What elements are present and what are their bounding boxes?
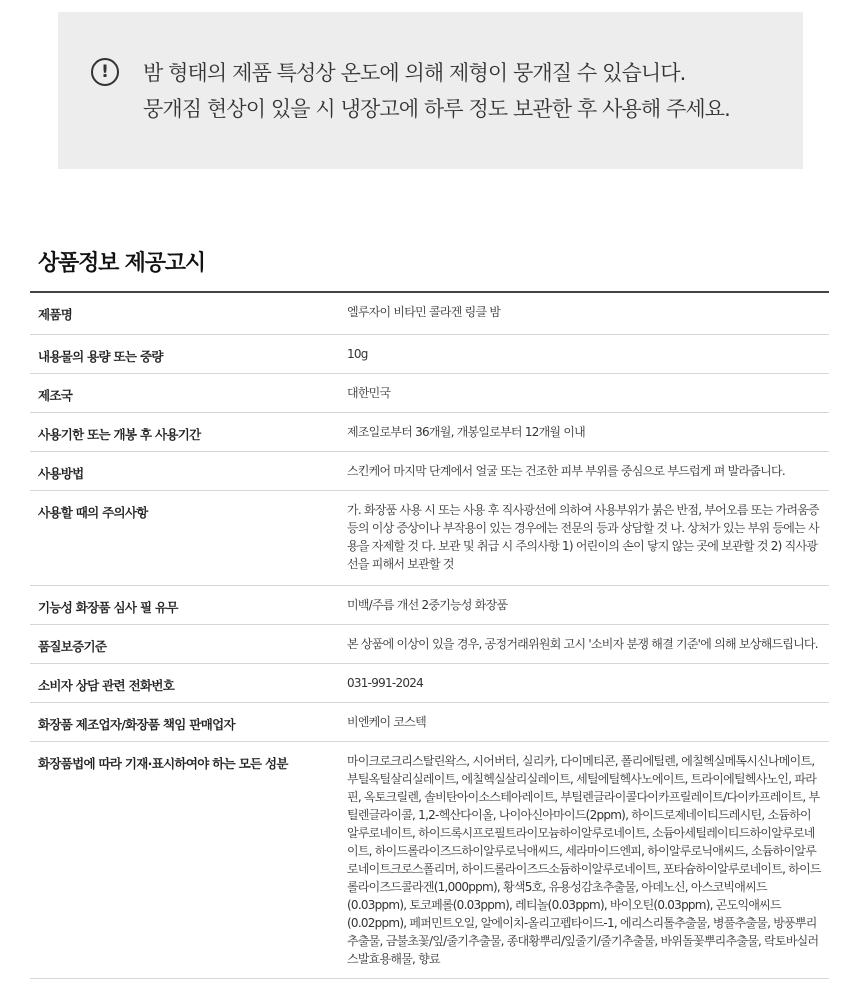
- row-value: 대한민국: [347, 373, 829, 412]
- table-row: [30, 373, 829, 412]
- table-row: [30, 702, 829, 741]
- table-row: [30, 334, 829, 373]
- row-label: 사용방법: [30, 451, 347, 490]
- row-label: 사용할 때의 주의사항: [30, 490, 347, 585]
- row-label: 내용물의 용량 또는 중량: [30, 334, 347, 373]
- notice-line-1: 밤 형태의 제품 특성상 온도에 의해 제형이 뭉개질 수 있습니다.: [143, 61, 686, 85]
- table-row: [30, 624, 829, 663]
- row-value: 031-991-2024: [347, 663, 829, 702]
- table-row: [30, 292, 829, 334]
- table-row: [30, 490, 829, 585]
- table-row: [30, 741, 829, 978]
- table-row: [30, 451, 829, 490]
- row-value: 본 상품에 이상이 있을 경우, 공정거래위원회 고시 '소비자 분쟁 해결 기준'에 의해 보상해드립니다.: [347, 624, 829, 663]
- section-title: 상품정보 제공고시: [38, 251, 205, 276]
- row-label: 화장품 제조업자/화장품 책임 판매업자: [30, 702, 347, 741]
- row-value: 비엔케이 코스텍: [347, 702, 829, 741]
- row-label: 사용기한 또는 개봉 후 사용기간: [30, 412, 347, 451]
- row-value: 스킨케어 마지막 단계에서 얼굴 또는 건조한 피부 부위를 중심으로 부드럽게 펴 발라줍니다.: [347, 451, 829, 490]
- row-label: 기능성 화장품 심사 필 유무: [30, 585, 347, 624]
- row-label: 화장품법에 따라 기재·표시하여야 하는 모든 성분: [30, 741, 347, 978]
- row-value: 미백/주름 개선 2중기능성 화장품: [347, 585, 829, 624]
- row-value: 마이크로크리스탈린왁스, 시어버터, 실리카, 다이메티콘, 폴리에틸렌, 에칠헥실메톡시신나메이트, 부틸옥틸살리실레이트, 에칠헥실살리실레이트, 세틸에틸헥사노에이트, 트라이에틸헥사노인, 파라핀, 옥토크릴렌, 솔비탄아이소스테아레이트, 부틸렌글라이콜다이카프릴레이트/다이카프레이트, 부틸렌글라이콜, 1,2-헥산다이올, 나이아신아마이드(2ppm), 하이드로제네이티드레시틴, 소듐하이알루로네이트, 하이드록시프로필트라이모늄하이알루로네이트, 소듐아세틸레이티드하이알루로네이트, 하이드롤라이즈드하이알루로닉애씨드, 세라마이드엔피, 하이알루로닉애씨드, 소듐하이알루로네이트크로스폴리머, 하이드롤라이즈드소듐하이알루로네이트, 포타슘하이알루로네이트, 하이드롤라이즈드콜라겐(1,000ppm), 황색5호, 유용성감초추출물, 아데노신, 아스코빅애씨드(0.03ppm), 토코페롤(0.03ppm), 레티놀(0.03ppm), 바이오틴(0.03ppm), 곤도익애씨드(0.02ppm), 페퍼민트오일, 알에이치-올리고펩타이드-1, 에리스리톨추출물, 병풀추출물, 방풍뿌리추출물, 금불초꽃/잎/줄기추출물, 종대황뿌리/잎줄기/줄기추출물, 바위돌꽃뿌리추출물, 락토바실러스발효용해물, 향료: [347, 741, 829, 978]
- notice-line-2: 뭉개짐 현상이 있을 시 냉장고에 하루 정도 보관한 후 사용해 주세요.: [143, 97, 730, 121]
- row-label: 품질보증기준: [30, 624, 347, 663]
- table-row: [30, 663, 829, 702]
- notice-message: [143, 55, 730, 127]
- table-row: [30, 585, 829, 624]
- product-info-table: [30, 291, 829, 979]
- row-label: 제조국: [30, 373, 347, 412]
- row-value: 10g: [347, 334, 829, 373]
- row-label: 소비자 상담 관련 전화번호: [30, 663, 347, 702]
- row-value: 제조일로부터 36개월, 개봉일로부터 12개월 이내: [347, 412, 829, 451]
- row-value: 가. 화장품 사용 시 또는 사용 후 직사광선에 의하여 사용부위가 붉은 반점, 부어오름 또는 가려움증 등의 이상 증상이나 부작용이 있는 경우에는 전문의 등과 상담할 것 나. 상처가 있는 부위 등에는 사용을 자제할 것 다. 보관 및 취급 시 주의사항 1) 어린이의 손이 닿지 않는 곳에 보관할 것 2) 직사광선을 피해서 보관할 것: [347, 490, 829, 585]
- exclamation-circle-icon: !: [91, 58, 119, 86]
- row-value: 엘루자이 비타민 콜라겐 링클 밤: [347, 292, 829, 334]
- row-label: 제품명: [30, 292, 347, 334]
- table-row: [30, 412, 829, 451]
